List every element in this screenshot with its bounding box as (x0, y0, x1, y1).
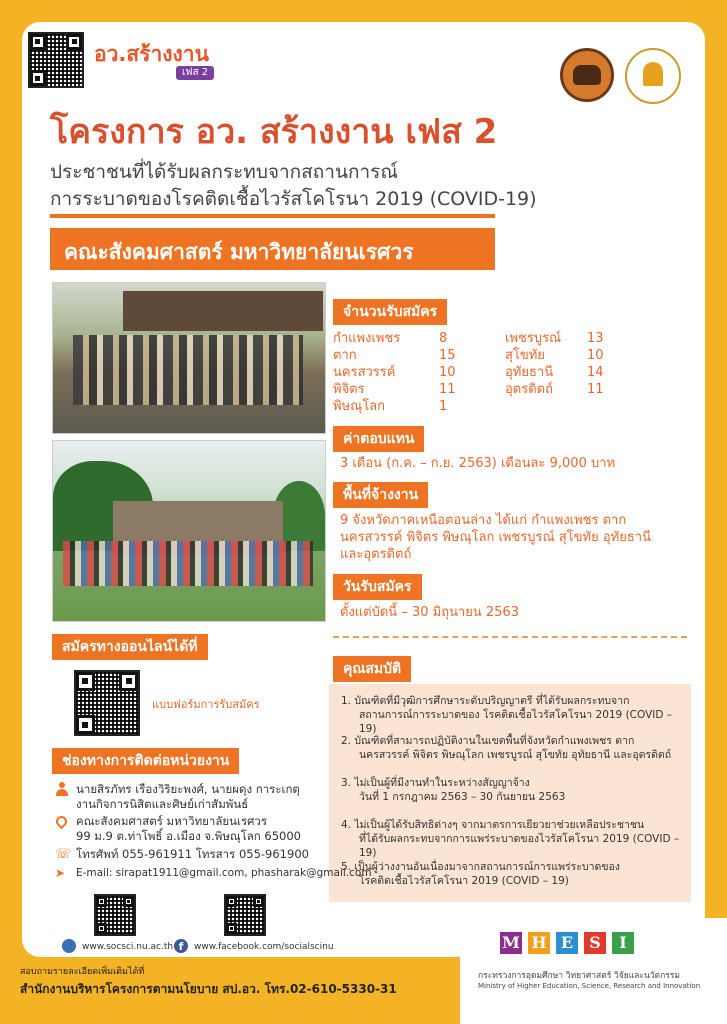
area-heading: พื้นที่จ้างงาน (333, 482, 428, 508)
area-line-2: นครสวรรค์ พิจิตร พิษณุโลก เพชรบูรณ์ สุโขทัย อุทัยธานี (340, 530, 651, 545)
contact-phone[interactable]: โทรศัพท์ 055-961911 โทรสาร 055-961900 (76, 847, 309, 861)
applicant-row: สุโขทัย (505, 348, 545, 363)
contact-person-1: นายสิรภัทร เรืองวิริยะพงศ์, นายผดุง การะเกตุ (76, 782, 300, 796)
ministry-name-th: กระทรวงการอุดมศึกษา วิทยาศาสตร์ วิจัยและนวัตกรรม (478, 971, 680, 981)
applicant-row: กำแพงเพชร (333, 331, 401, 346)
dates-text: ตั้งแต่บัดนี้ – 30 มิถุนายน 2563 (340, 605, 519, 620)
faculty-banner (50, 228, 495, 270)
applicant-count: 10 (587, 348, 604, 363)
applicant-count: 8 (439, 331, 448, 346)
qualifications-heading: คุณสมบัติ (333, 656, 411, 682)
applicant-count: 1 (439, 399, 448, 414)
applicant-count: 13 (587, 331, 604, 346)
applicant-count: 14 (587, 365, 604, 380)
qualification-item: 2. บัณฑิตที่สามารถปฏิบัติงานในเขตพื้นที่จังหวัดกำแพงเพชร ตาก นครสวรรค์ พิจิตร พิษณุโลก เพชรบูรณ์ สุโขทัย อุทัยธานี และอุตรดิตถ์ (341, 735, 672, 761)
area-line-1: 9 จังหวัดภาคเหนือตอนล่าง ได้แก่ กำแพงเพชร ตาก (340, 513, 627, 528)
mhesi-letter: M (500, 932, 522, 954)
facebook-icon: f (174, 939, 188, 953)
area-line-3: และอุตรดิตถ์ (340, 547, 412, 562)
title-divider (50, 214, 495, 218)
mhesi-logo (500, 932, 634, 954)
faculty-seal-icon (625, 48, 681, 104)
facebook-qr-code[interactable] (224, 894, 266, 936)
footer-office: สำนักงานบริหารโครงการตามนโยบาย สป.อว. โทร.02-610-5330-31 (20, 982, 397, 996)
mhesi-letter: E (556, 932, 578, 954)
pay-heading: ค่าตอบแทน (333, 426, 424, 452)
applicant-count: 11 (587, 382, 604, 397)
website-link[interactable]: www.socsci.nu.ac.th (82, 942, 174, 952)
applicant-row: พิษณุโลก (333, 399, 386, 414)
footer-more-info: สอบถามรายละเอียดเพิ่มเติมได้ที่ (20, 967, 145, 977)
applicant-row: ตาก (333, 348, 357, 363)
faculty-name: คณะสังคมศาสตร์ มหาวิทยาลัยนเรศวร (64, 240, 414, 264)
contact-address-1: คณะสังคมศาสตร์ มหาวิทยาลัยนเรศวร (76, 814, 268, 828)
university-seal-icon (560, 48, 614, 102)
dates-heading: วันรับสมัคร (333, 574, 422, 600)
qualification-item: 1. บัณฑิตที่มีวุฒิการศึกษาระดับปริญญาตรี ที่ได้รับผลกระทบจาก สถานการณ์การระบาดของ โรคติดเชื้อไวรัสโคโรนา 2019 (COVID – 19) (341, 695, 673, 735)
page-title: โครงการ อว. สร้างงาน เฟส 2 (50, 112, 498, 152)
applicant-count: 15 (439, 348, 456, 363)
group-photo-1 (52, 282, 326, 434)
qualifications-box (329, 684, 691, 902)
mhesi-letter: S (584, 932, 606, 954)
website-qr-code[interactable] (94, 894, 136, 936)
applicant-row: อุทัยธานี (505, 365, 554, 380)
phone-icon: ☏ (55, 847, 72, 862)
contact-address-2: 99 ม.9 ต.ท่าโพธิ์ อ.เมือง จ.พิษณุโลก 65000 (76, 829, 301, 843)
online-heading: สมัครทางออนไลน์ได้ที่ (52, 634, 208, 660)
facebook-link[interactable]: www.facebook.com/socialscinu (194, 942, 334, 952)
group-photo-2 (52, 440, 326, 622)
globe-icon (62, 939, 76, 953)
mhesi-letter: H (528, 932, 550, 954)
online-form-label[interactable]: แบบฟอร์มการรับสมัคร (152, 698, 260, 711)
applicant-row: พิจิตร (333, 382, 365, 397)
header-qr-code[interactable] (28, 32, 84, 88)
applicant-row: อุตรดิตถ์ (505, 382, 553, 397)
qualification-item: 4. ไม่เป็นผู้ได้รับสิทธิต่างๆ จากมาตรการเยียวยาช่วยเหลือประชาชน ที่ได้รับผลกระทบจากการแพร่ระบาดของไวรัสโคโรนา 2019 (COVID – 19) (341, 819, 680, 859)
contact-heading: ช่องทางการติดต่อหน่วยงาน (52, 748, 239, 774)
email-icon: ➤ (55, 866, 66, 880)
contact-person-2: งานกิจการนิสิตและศิษย์เก่าสัมพันธ์ (76, 797, 249, 811)
logo-main-text: อว.สร้างงาน (94, 42, 209, 66)
dashed-divider (333, 636, 687, 638)
applicants-heading: จำนวนรับสมัคร (333, 299, 447, 325)
footer-bar (0, 958, 460, 1004)
ministry-name-en: Ministry of Higher Education, Science, Research and Innovation (478, 982, 701, 990)
contact-email[interactable]: E-mail: sirapat1911@gmail.com, phasharak@gmail.com (76, 867, 372, 879)
qualification-item: 5. เป็นผู้ว่างงานอันเนื่องมาจากสถานการณ์การแพร่ระบาดของ โรคติดเชื้อไวรัสโคโรนา 2019 (COVID – 19) (341, 861, 620, 887)
header-logo (88, 32, 234, 88)
logo-phase-badge: เฟส 2 (176, 66, 214, 80)
mhesi-letter: I (612, 932, 634, 954)
pay-text: 3 เดือน (ก.ค. – ก.ย. 2563) เดือนละ 9,000 บาท (340, 456, 616, 471)
applicant-count: 10 (439, 365, 456, 380)
subtitle-line-2: การระบาดของโรคติดเชื้อไวรัสโคโรนา 2019 (COVID-19) (50, 188, 537, 210)
online-form-qr-code[interactable] (74, 670, 140, 736)
subtitle-line-1: ประชาชนที่ได้รับผลกระทบจากสถานการณ์ (50, 161, 398, 183)
applicant-row: นครสวรรค์ (333, 365, 396, 380)
qualification-item: 3. ไม่เป็นผู้ที่มีงานทำในระหว่างสัญญาจ้าง วันที่ 1 กรกฎาคม 2563 – 30 กันยายน 2563 (341, 777, 566, 803)
applicant-count: 11 (439, 382, 456, 397)
applicant-row: เพชรบูรณ์ (505, 331, 562, 346)
person-icon (56, 782, 68, 796)
